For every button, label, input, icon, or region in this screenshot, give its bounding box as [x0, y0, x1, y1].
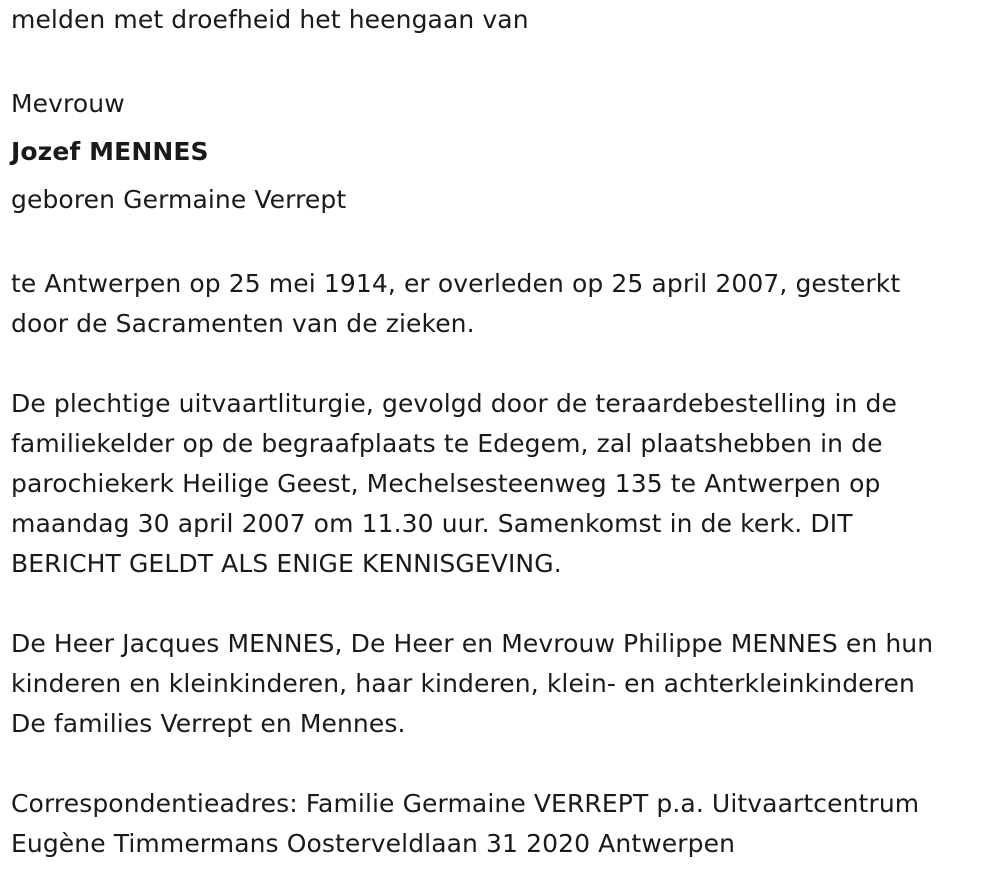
honorific: Mevrouw [11, 89, 125, 118]
spacer [11, 344, 996, 384]
paragraph-line: parochiekerk Heilige Geest, Mechelsesteenweg 135 te Antwerpen op [11, 469, 881, 498]
correspondence-paragraph [11, 784, 996, 864]
paragraph-line: Eugène Timmermans Oosterveldlaan 31 2020 Antwerpen [11, 829, 736, 858]
paragraph-line: Correspondentieadres: Familie Germaine VERREPT p.a. Uitvaartcentrum [11, 789, 920, 818]
spacer [11, 744, 996, 784]
obituary-notice [11, 0, 996, 864]
birth-death-paragraph [11, 264, 996, 344]
paragraph-line: De Heer Jacques MENNES, De Heer en Mevrouw Philippe MENNES en hun [11, 629, 934, 658]
deceased-name: Jozef MENNES [11, 137, 209, 166]
paragraph-line: te Antwerpen op 25 mei 1914, er overleden op 25 april 2007, gesterkt [11, 269, 901, 298]
spacer [11, 584, 996, 624]
paragraph-line: maandag 30 april 2007 om 11.30 uur. Samenkomst in de kerk. DIT [11, 509, 853, 538]
paragraph-line: De plechtige uitvaartliturgie, gevolgd door de teraardebestelling in de [11, 389, 897, 418]
maiden-name: geboren Germaine Verrept [11, 185, 347, 214]
paragraph-line: De families Verrept en Mennes. [11, 709, 406, 738]
paragraph-line: kinderen en kleinkinderen, haar kinderen, klein- en achterkleinkinderen [11, 669, 915, 698]
family-paragraph [11, 624, 996, 744]
paragraph-line: door de Sacramenten van de zieken. [11, 309, 475, 338]
funeral-paragraph [11, 384, 996, 584]
spacer [11, 40, 996, 80]
intro-text: melden met droefheid het heengaan van [11, 5, 529, 34]
paragraph-line: familiekelder op de begraafplaats te Edegem, zal plaatshebben in de [11, 429, 883, 458]
spacer [11, 224, 996, 264]
paragraph-line: BERICHT GELDT ALS ENIGE KENNISGEVING. [11, 549, 562, 578]
